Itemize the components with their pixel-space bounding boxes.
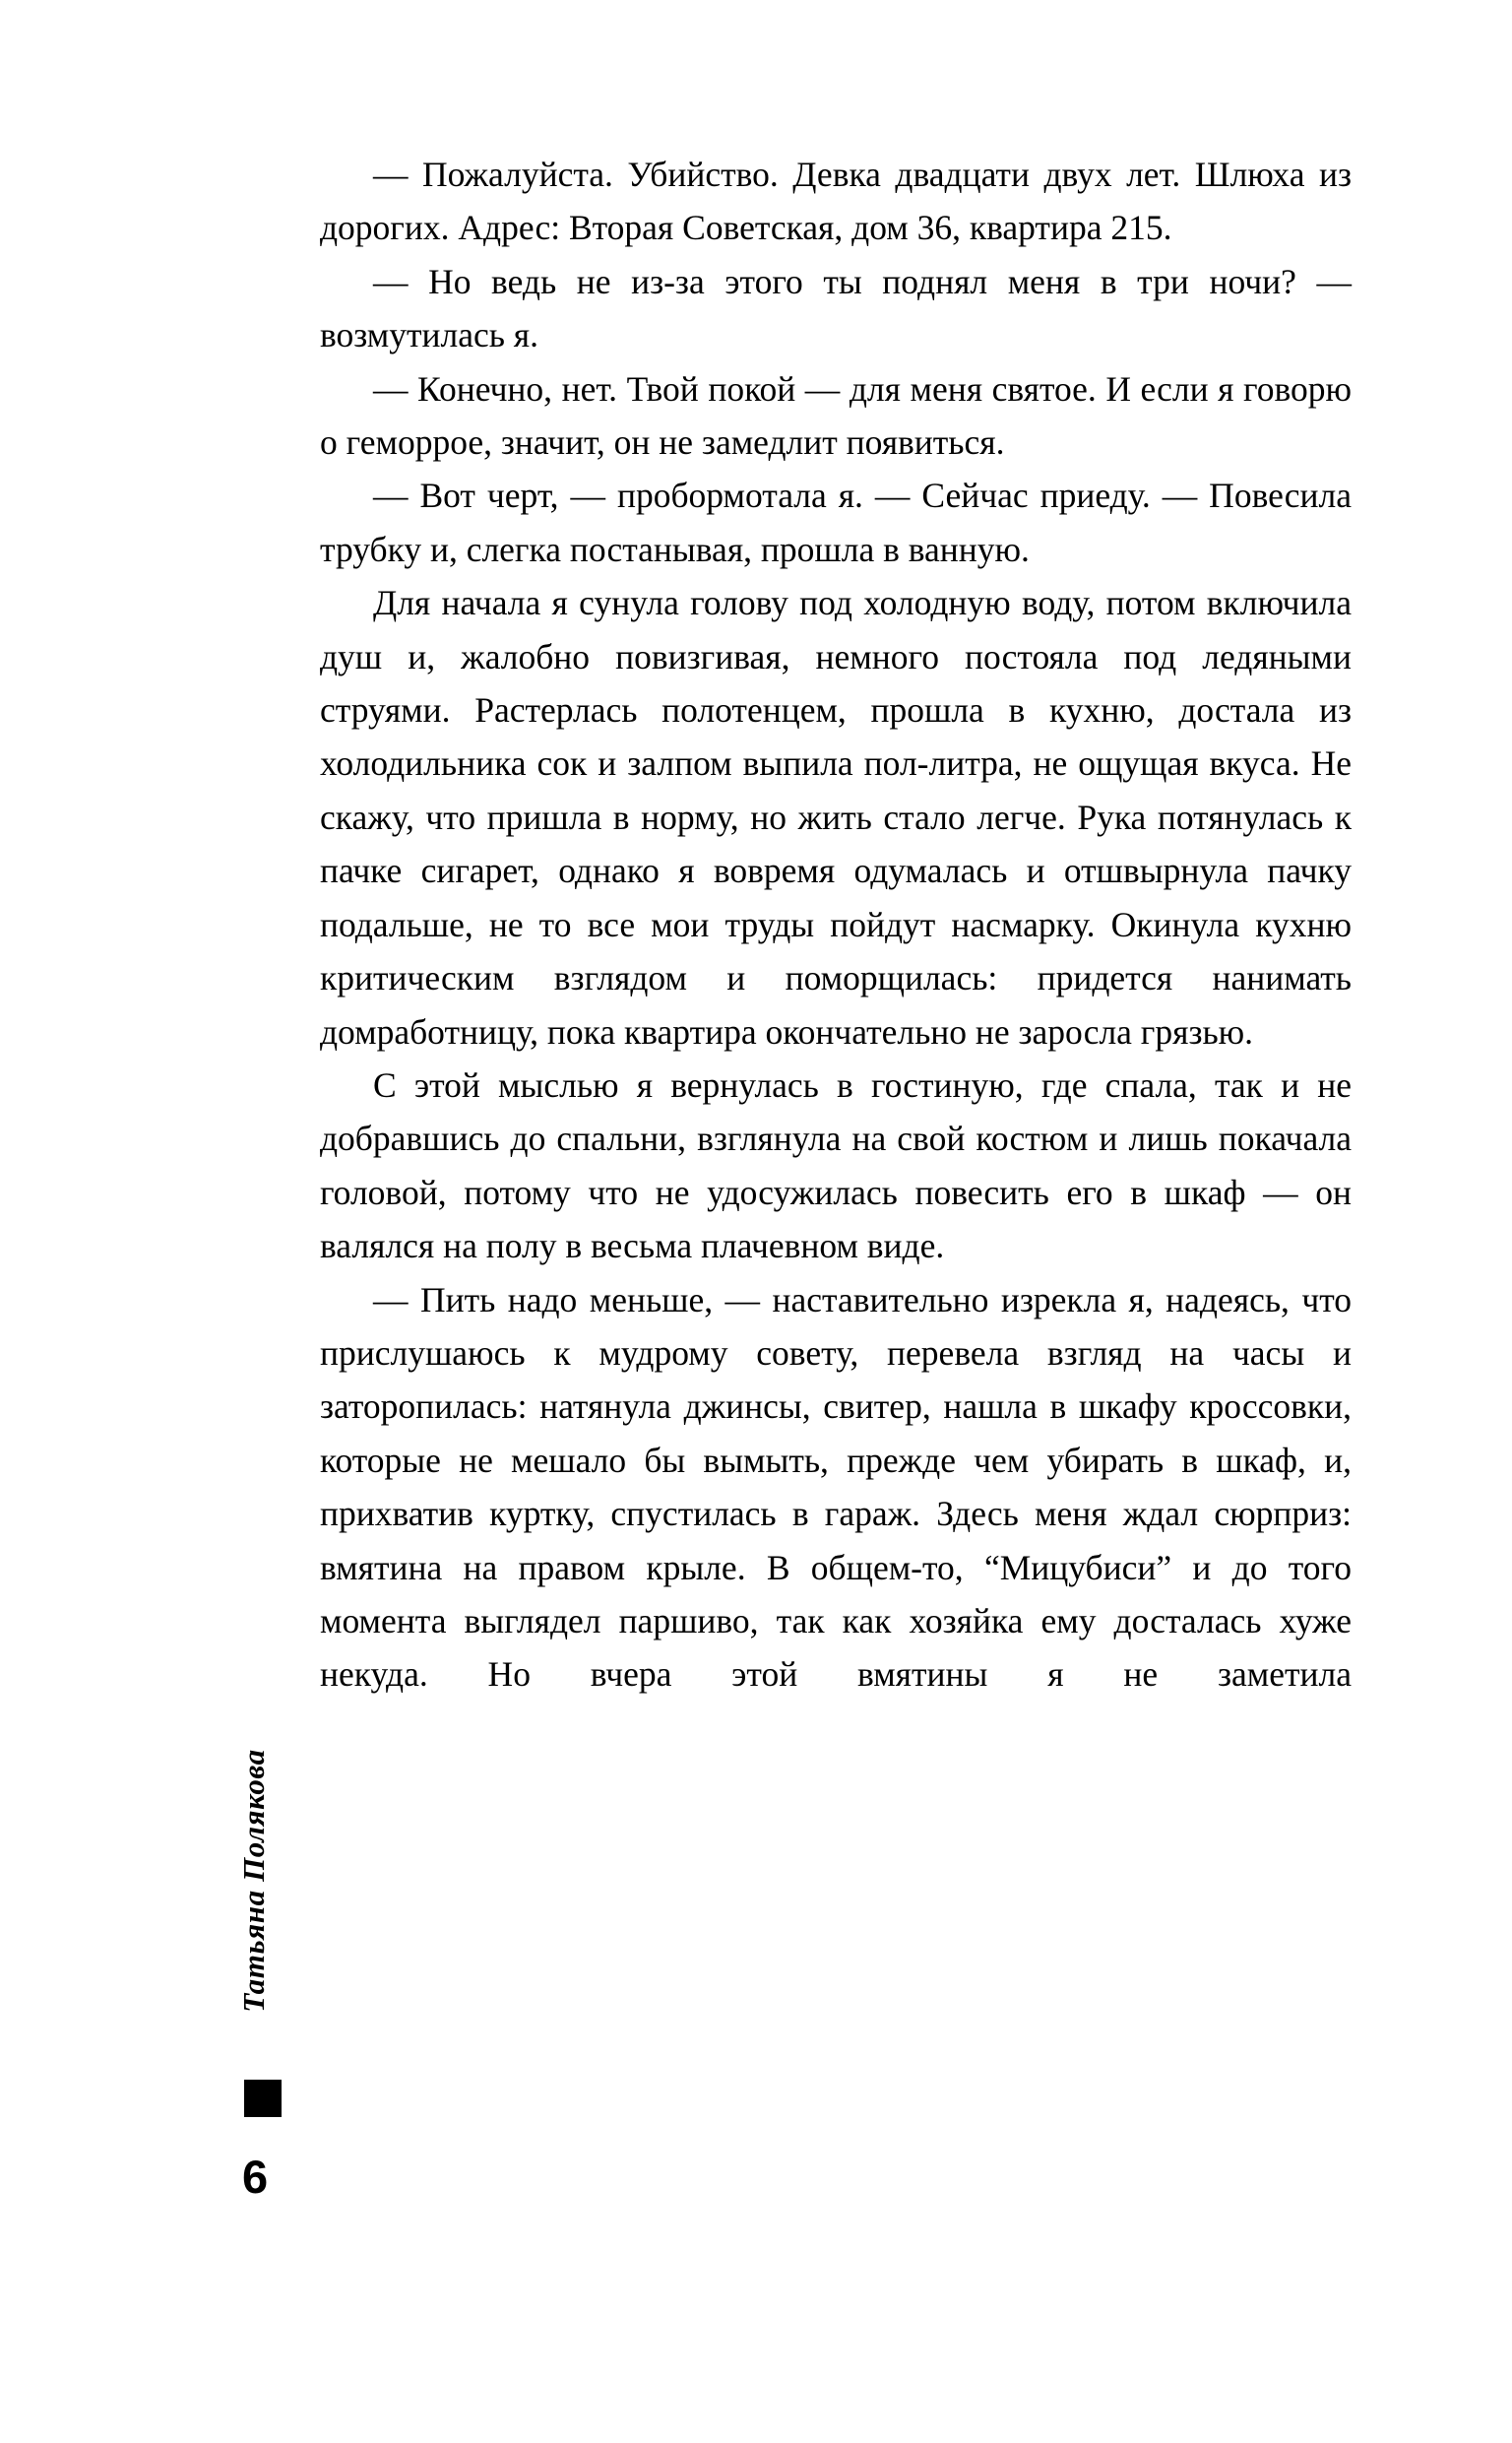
running-head-author <box>224 1684 284 2078</box>
paragraph: — Но ведь не из-за этого ты поднял меня в три ночи? — возмутилась я. <box>320 261 1352 355</box>
running-head-author-label: Татьяна Полякова <box>236 1749 272 2013</box>
paragraph: Для начала я сунула голову под холодную воду, потом включила душ и, жалобно повизгивая, немного постояла под ледяными струями. Растерлась полотенцем, прошла в кухню, достала из холодильника сок и залпом выпила пол-литра, не ощущая вкуса. Не скажу, что пришла в норму, но жить стало легче. Рука потянулась к пачке сигарет, однако я вовремя одумалась и отшвырнула пачку подальше, не то все мои труды пойдут насмарку. Окинула кухню критическим взглядом и поморщилась: придется нанимать домработницу, пока квартира окончательно не заросла грязью. <box>320 583 1352 1052</box>
folio-square-marker <box>244 2080 282 2117</box>
paragraph: — Пожалуйста. Убийство. Девка двадцати двух лет. Шлюха из дорогих. Адрес: Вторая Советская, дом 36, квартира 215. <box>320 155 1352 248</box>
paragraph: С этой мыслью я вернулась в гостиную, где спала, так и не добравшись до спальни, взглянула на свой костюм и лишь покачала головой, потому что не удосужилась повесить его в шкаф — он валялся на полу в весьма плачевном виде. <box>320 1064 1352 1266</box>
paragraph: — Вот черт, — пробормотала я. — Сейчас приеду. — Повесила трубку и, слегка постанывая, прошла в ванную. <box>320 476 1352 569</box>
body-text-column <box>320 148 1352 1702</box>
paragraph: — Конечно, нет. Твой покой — для меня святое. И если я говорю о геморрое, значит, он не замедлит появиться. <box>320 368 1352 463</box>
paragraph: — Пить надо меньше, — наставительно изрекла я, надеясь, что прислушаюсь к мудрому совету, перевела взгляд на часы и заторопилась: натянула джинсы, свитер, нашла в шкафу кроссовки, которые не мешало бы вымыть, прежде чем убирать в шкаф, и, прихватив куртку, спустилась в гараж. Здесь меня ждал сюрприз: вмятина на правом крыле. В общем-то, “Мицубиси” и до того момента выглядел паршиво, так как хозяйка ему досталась хуже некуда. Но вчера этой вмятины я не заметила <box>320 1279 1352 1695</box>
page-number: 6 <box>242 2151 269 2203</box>
